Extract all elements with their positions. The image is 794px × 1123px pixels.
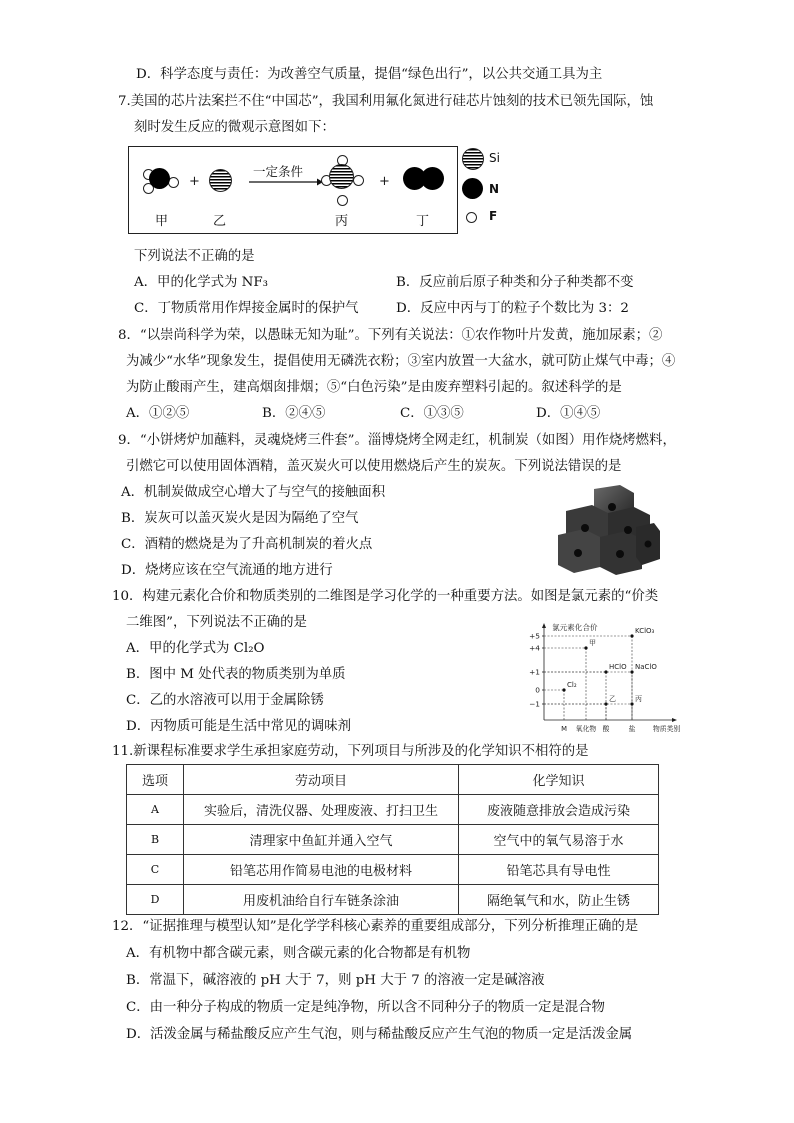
point-label: HClO <box>609 663 627 671</box>
table-cell-project: 实验后，清洗仪器、处理废液、打扫卫生 <box>184 795 459 825</box>
f-atom <box>353 175 364 186</box>
table-cell-option: C <box>127 855 184 885</box>
q9-stem-line2: 引燃它可以使用固体酒精，盖灭炭火可以使用燃烧后产生的炭灰。下列说法错误的是 <box>126 459 622 474</box>
n-atom <box>149 168 170 189</box>
reaction-arrow <box>247 177 323 187</box>
header-option: 选项 <box>127 765 184 795</box>
q11-stem: 11.新课程标准要求学生承担家庭劳动，下列项目与所涉及的化学知识不相符的是 <box>112 744 589 759</box>
q7-option-a: A．甲的化学式为 NF₃ <box>134 275 269 290</box>
table-row <box>127 825 659 855</box>
table-row <box>127 795 659 825</box>
y-tick-label: −1 <box>529 699 540 709</box>
table-cell-knowledge: 空气中的氧气易溶于水 <box>459 825 659 855</box>
y-tick-label: +5 <box>529 631 540 641</box>
table-row <box>127 885 659 915</box>
y-axis-arrow <box>542 623 546 628</box>
legend-si-icon <box>462 148 484 170</box>
plus-sign: + <box>189 174 200 189</box>
point-label: Cl₂ <box>567 681 577 689</box>
table-cell-project: 用废机油给自行车链条涂油 <box>184 885 459 915</box>
data-point <box>630 634 633 637</box>
data-point <box>584 646 587 649</box>
data-point <box>630 670 633 673</box>
point-label: KClO₃ <box>635 627 655 635</box>
q9-option-c: C．酒精的燃烧是为了升高机制炭的着火点 <box>121 537 373 552</box>
q8-stem-line3: 为防止酸雨产生，建高烟囱排烟；⑤“白色污染”是由废弃塑料引起的。叙述科学的是 <box>126 380 622 395</box>
q9-option-d: D．烧烤应该在空气流通的地方进行 <box>121 563 333 578</box>
q7-option-b: B．反应前后原子种类和分子种类都不变 <box>396 275 634 290</box>
plus-sign: + <box>379 174 390 189</box>
valence-category-chart <box>524 620 686 734</box>
q8-stem-line2: 为减少“水华”现象发生，提倡使用无磷洗衣粉；③室内放置一大盆水，就可防止煤气中毒；④ <box>126 354 676 369</box>
q7-stem-line1: 7.美国的芯片法案拦不住“中国芯”，我国利用氟化氮进行硅芯片蚀刻的技术已领先国际，蚀 <box>118 94 654 109</box>
legend-f-label: F <box>489 209 498 223</box>
y-tick-label: +1 <box>529 667 540 677</box>
x-category-label: M <box>561 725 567 733</box>
q10-stem-line1: 10．构建元素化合价和物质类别的二维图是学习化学的一种重要方法。如图是氯元素的“价类 <box>112 589 659 604</box>
header-labor-project: 劳动项目 <box>184 765 459 795</box>
q12-option-a: A．有机物中都含碳元素，则含碳元素的化合物都是有机物 <box>126 946 471 961</box>
legend-n-icon <box>462 178 483 199</box>
y-axis-label: 氯元素化合价 <box>552 623 598 632</box>
table-cell-option: D <box>127 885 184 915</box>
q8-option-c: C．①③⑤ <box>400 406 464 421</box>
q8-option-b: B．②④⑤ <box>262 406 326 421</box>
q6-option-d: D．科学态度与责任：为改善空气质量，提倡“绿色出行”，以公共交通工具为主 <box>136 67 603 82</box>
q8-stem-line1: 8．“以崇尚科学为荣，以愚昧无知为耻”。下列有关说法：①农作物叶片发黄，施加尿素；② <box>118 328 663 343</box>
labor-table <box>126 764 659 915</box>
q12-option-b: B．常温下，碱溶液的 pH 大于 7，则 pH 大于 7 的溶液一定是碱溶液 <box>126 973 545 988</box>
table-cell-option: B <box>127 825 184 855</box>
y-tick-label: 0 <box>535 685 540 695</box>
q10-option-d: D．丙物质可能是生活中常见的调味剂 <box>126 719 351 734</box>
table-row <box>127 855 659 885</box>
data-point <box>630 702 633 705</box>
x-category-label: 酸 <box>602 725 610 733</box>
q10-option-b: B．图中 M 处代表的物质类别为单质 <box>126 667 346 682</box>
legend-si-label: Si <box>489 151 500 165</box>
point-label: 乙 <box>609 695 616 703</box>
table-header-row <box>127 765 659 795</box>
point-label: 甲 <box>589 639 596 647</box>
q10-option-a: A．甲的化学式为 Cl₂O <box>126 641 265 656</box>
label-yi: 乙 <box>213 214 227 229</box>
label-jia: 甲 <box>155 214 169 229</box>
q8-option-d: D．①④⑤ <box>536 406 601 421</box>
si-atom <box>329 164 354 189</box>
header-chemistry-knowledge: 化学知识 <box>459 765 659 795</box>
q7-stem-line2: 刻时发生反应的微观示意图如下： <box>134 120 335 135</box>
reaction-diagram <box>128 146 458 234</box>
q9-option-b: B．炭灰可以盖灭炭火是因为隔绝了空气 <box>121 511 359 526</box>
label-bing: 丙 <box>335 214 349 229</box>
q7-question: 下列说法不正确的是 <box>134 249 255 264</box>
y-tick-label: +4 <box>529 643 540 653</box>
q10-option-c: C．乙的水溶液可以用于金属除锈 <box>126 693 324 708</box>
table-cell-option: A <box>127 795 184 825</box>
charcoal-briquette-image <box>552 483 662 578</box>
x-axis-arrow <box>672 718 677 722</box>
arrow-condition-label: 一定条件 <box>253 164 304 179</box>
q12-option-d: D．活泼金属与稀盐酸反应产生气泡，则与稀盐酸反应产生气泡的物质一定是活泼金属 <box>126 1027 633 1042</box>
q12-option-c: C．由一种分子构成的物质一定是纯净物，所以含不同种分子的物质一定是混合物 <box>126 1000 605 1015</box>
table-cell-project: 清理家中鱼缸并通入空气 <box>184 825 459 855</box>
n-atom <box>421 167 444 190</box>
f-atom <box>337 195 348 206</box>
q9-stem-line1: 9．“小饼烤炉加蘸料，灵魂烧烤三件套”。淄博烧烤全网走红，机制炭（如图）用作烧烤燃料， <box>118 433 676 448</box>
x-axis-label: 物质类别 <box>653 725 681 733</box>
q10-stem-line2: 二维图”，下列说法不正确的是 <box>126 615 307 630</box>
point-label: NaClO <box>635 663 657 671</box>
table-cell-knowledge: 铅笔芯具有导电性 <box>459 855 659 885</box>
data-point <box>562 688 565 691</box>
x-category-label: 盐 <box>628 725 636 733</box>
table-cell-knowledge: 废液随意排放会造成污染 <box>459 795 659 825</box>
q8-option-a: A．①②⑤ <box>126 406 190 421</box>
si-atom <box>209 169 232 192</box>
q12-stem: 12．“证据推理与模型认知”是化学学科核心素养的重要组成部分，下列分析推理正确的是 <box>112 919 639 934</box>
legend-f-icon <box>466 212 477 223</box>
q7-option-c: C．丁物质常用作焊接金属时的保护气 <box>134 301 359 316</box>
legend-n-label: N <box>489 182 500 196</box>
point-label: 丙 <box>635 695 642 703</box>
x-category-label: 氧化物 <box>575 725 597 733</box>
table-cell-knowledge: 隔绝氧气和水，防止生锈 <box>459 885 659 915</box>
q7-option-d: D．反应中丙与丁的粒子个数比为 3：2 <box>396 301 629 316</box>
q9-option-a: A．机制炭做成空心增大了与空气的接触面积 <box>121 485 386 500</box>
label-ding: 丁 <box>416 214 430 229</box>
table-cell-project: 铅笔芯用作简易电池的电极材料 <box>184 855 459 885</box>
